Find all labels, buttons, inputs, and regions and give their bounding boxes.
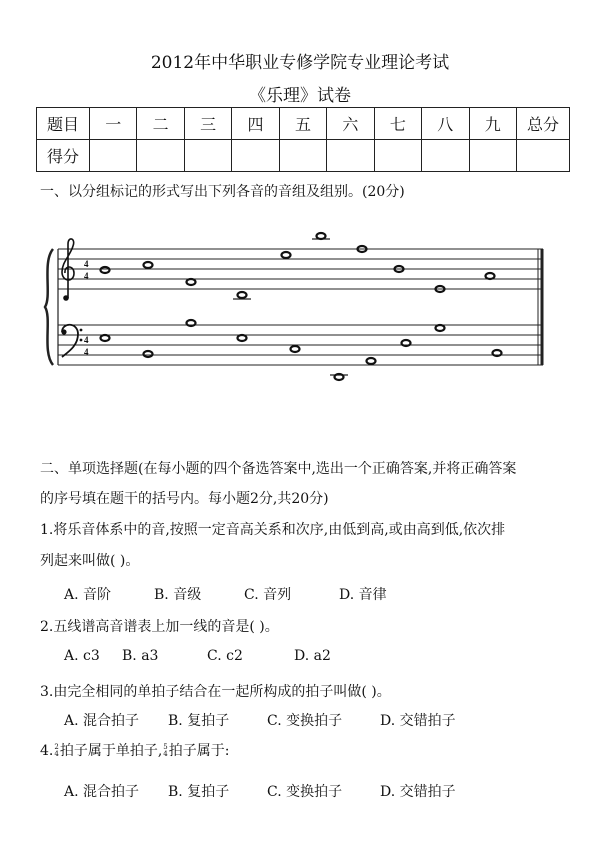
q4-options [64,781,456,801]
score-row-label: 得分 [37,140,90,172]
note [187,279,196,285]
score-cell-2: 二 [137,108,184,140]
note [238,292,247,298]
bass-staff-lines [58,325,543,365]
q4-option-c[interactable]: C. 变换拍子 [267,784,343,800]
q4-time-sig-2-4: 2 4 [54,743,59,758]
note [144,351,153,357]
score-cell-label: 题目 [37,108,90,140]
q3-options [64,710,456,730]
note [493,350,502,356]
note [317,233,326,239]
q2-option-b[interactable]: B. a3 [122,648,159,664]
q1-option-a[interactable]: A. 音阶 [64,587,112,603]
q2-option-c[interactable]: C. c2 [207,648,243,664]
q4-option-a[interactable]: A. 混合拍子 [64,784,140,800]
section2-title-line1: 二、单项选择题(在每小题的四个备选答案中,选出一个正确答案,并将正确答案 [40,461,517,477]
q1-option-d[interactable]: D. 音律 [339,587,387,603]
score-cell-8: 八 [422,108,469,140]
q2-text: 2.五线谱高音谱表上加一线的音是( )。 [40,619,279,635]
score-cell-3: 三 [184,108,231,140]
note [335,374,344,380]
q1-text-line2: 列起来叫做( )。 [40,553,140,569]
exam-title: 2012年中华职业专修学院专业理论考试 [150,53,450,73]
note [238,335,247,341]
q1-option-b[interactable]: B. 音级 [154,587,202,603]
note [282,252,291,258]
note [436,325,445,331]
section2-title-line2: 的序号填在题干的括号内。每小题2分,共20分) [40,491,329,507]
brace [45,249,53,365]
score-cell-total: 总分 [517,108,570,140]
q3-option-b[interactable]: B. 复拍子 [168,713,230,729]
bass-time-top: 4 [84,335,89,345]
exam-subtitle: 《乐理》试卷 [249,86,351,106]
q3-option-d[interactable]: D. 交错拍子 [380,713,456,729]
note [367,358,376,364]
note [101,335,110,341]
bass-time-bottom: 4 [84,347,89,357]
q4-mid-text: 拍子属于单拍子, [59,743,163,759]
treble-staff-lines [58,249,543,289]
treble-time-bottom: 4 [84,271,89,281]
q3-option-a[interactable]: A. 混合拍子 [64,713,140,729]
q4-option-b[interactable]: B. 复拍子 [168,784,230,800]
q4-suffix: 拍子属于: [168,743,230,759]
score-cell-9: 九 [469,108,517,140]
q4-prefix: 4. [40,743,54,759]
section1-title: 一、以分组标记的形式写出下列各音的音组及组别。(20分) [40,184,405,200]
score-cell-5: 五 [279,108,326,140]
q1-options [64,584,387,604]
q3-option-c[interactable]: C. 变换拍子 [267,713,343,729]
score-cell-1: 一 [90,108,137,140]
note [101,267,110,273]
q2-option-d[interactable]: D. a2 [294,648,331,664]
note [187,320,196,326]
note [402,340,411,346]
score-cell-4: 四 [232,108,279,140]
q1-option-c[interactable]: C. 音列 [244,587,292,603]
score-cell-6: 六 [327,108,374,140]
bass-clef-icon [61,325,82,357]
q1-text-line1: 1.将乐音体系中的音,按照一定音高关系和次序,由低到高,或由高到低,依次排 [40,522,506,538]
score-cell-7: 七 [374,108,421,140]
note [144,262,153,268]
q4-text [40,740,229,760]
q4-option-d[interactable]: D. 交错拍子 [380,784,456,800]
q2-option-a[interactable]: A. c3 [64,648,100,664]
q3-text: 3.由完全相同的单拍子结合在一起所构成的拍子叫做( )。 [40,684,391,700]
note [291,346,300,352]
note [486,273,495,279]
q2-options [64,648,331,664]
treble-time-top: 4 [84,259,89,269]
q4-time-sig-5-4: 5 4 [163,743,168,758]
